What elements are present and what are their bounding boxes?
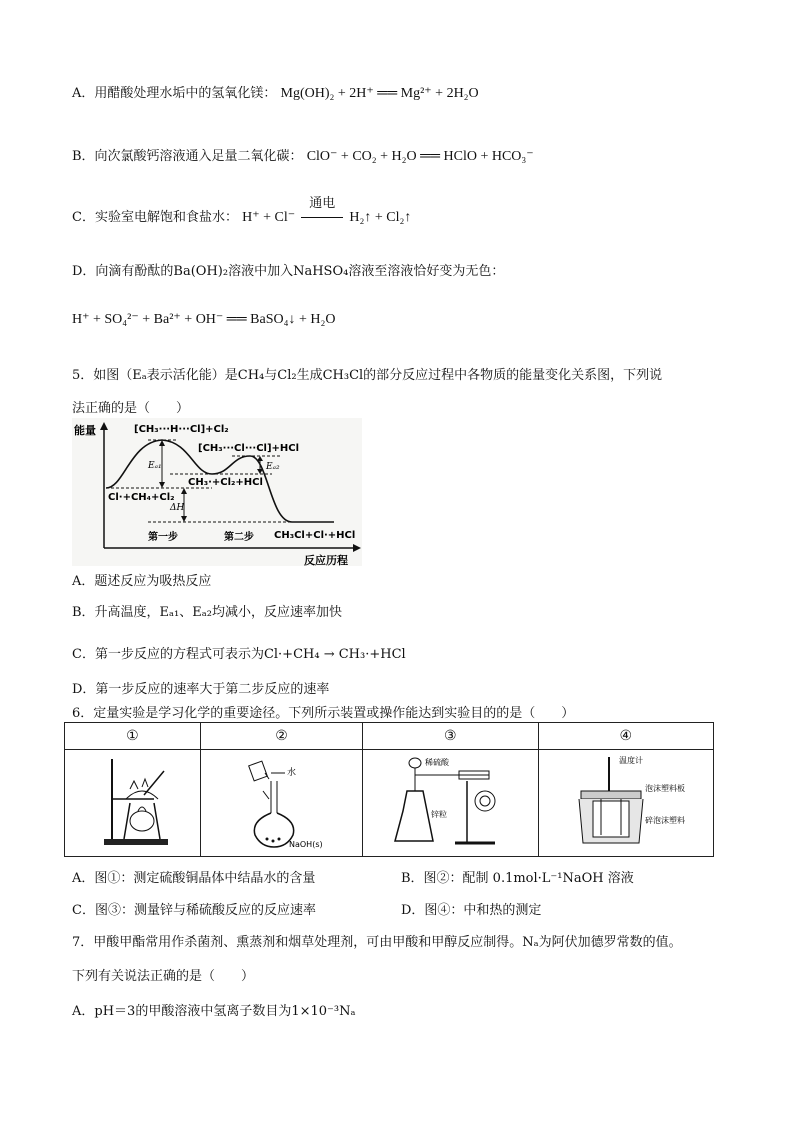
q6-stem: 6．定量实验是学习化学的重要途径。下列所示装置或操作能达到实验目的的是（ ） (72, 706, 575, 721)
intermediate-label: CH₃·+Cl₂+HCl (188, 477, 263, 488)
equation-right: H₂↑ + Cl₂↑ (349, 210, 412, 225)
acid-label: 稀硫酸 (425, 758, 450, 767)
ts2-label: [CH₃···Cl···Cl]+HCl (198, 443, 300, 454)
step2-label: 第二步 (224, 532, 254, 543)
y-axis-label: 能量 (74, 424, 96, 437)
q7-stem-line2: 下列有关说法正确的是（ ） (72, 969, 255, 984)
ea2-label: Eₐ₂ (266, 462, 280, 472)
x-axis-label: 反应历程 (304, 554, 348, 566)
ts1-label: [CH₃···H···Cl]+Cl₂ (134, 424, 229, 435)
q4-option-a (72, 82, 479, 102)
figure-3-cell (363, 750, 538, 857)
option-label: A．用醋酸处理水垢中的氢氧化镁： (72, 86, 277, 101)
header-2: ② (200, 723, 362, 750)
reactants-label: Cl·+CH₄+Cl₂ (108, 492, 175, 503)
q5-stem-line2: 法正确的是（ ） (72, 401, 190, 416)
step1-label: 第一步 (148, 532, 178, 543)
calorimeter-figure (561, 751, 691, 851)
naoh-label: NaOH(s) (289, 840, 324, 849)
figure-4-cell (538, 750, 713, 857)
foam-label: 碎泡沫塑料 (644, 816, 685, 825)
q4-option-b (72, 145, 534, 165)
figure-1-cell (65, 750, 201, 857)
water-label: 水 (287, 768, 297, 778)
option-label: B．向次氯酸钙溶液通入足量二氧化碳： (72, 149, 303, 164)
products-label: CH₃Cl+Cl·+HCl (274, 530, 356, 541)
option-label: C．实验室电解饱和食盐水： (72, 210, 238, 225)
q5-option-a: A．题述反应为吸热反应 (72, 574, 212, 589)
heating-apparatus-figure (82, 751, 182, 851)
delta-h-label: ΔH (170, 503, 185, 513)
q5-option-d: D．第一步反应的速率大于第二步反应的速率 (72, 682, 330, 697)
gas-syringe-figure (385, 751, 515, 851)
foam-board-label: 泡沫塑料板 (644, 784, 685, 793)
electrolysis-arrow (299, 196, 345, 225)
ea1-label: Eₐ₁ (148, 461, 162, 471)
header-4: ④ (538, 723, 713, 750)
header-1: ① (65, 723, 201, 750)
q6-option-c: C．图③：测量锌与稀硫酸反应的反应速率 (72, 903, 316, 918)
apparatus-table (64, 722, 714, 857)
q6-option-b: B．图②：配制 0.1mol·L⁻¹NaOH 溶液 (401, 871, 634, 886)
q5-option-c: C．第一步反应的方程式可表示为Cl·+CH₄ → CH₃·+HCl (72, 647, 406, 662)
zinc-label: 锌粒 (431, 810, 448, 819)
equation-left: H⁺ + Cl⁻ (242, 210, 296, 225)
equation: Mg(OH)₂ + 2H⁺ ══ Mg²⁺ + 2H₂O (280, 86, 479, 101)
q5-stem-line1: 5．如图（Eₐ表示活化能）是CH₄与Cl₂生成CH₃Cl的部分反应过程中各物质的能量变化关系图，下列说 (72, 368, 663, 383)
thermometer-label: 温度计 (618, 756, 643, 765)
q7-option-a: A．pH＝3的甲酸溶液中氢离子数目为1×10⁻³Nₐ (72, 1004, 356, 1019)
q4-option-d-equation: H⁺ + SO₄²⁻ + Ba²⁺ + OH⁻ ══ BaSO₄↓ + H₂O (72, 312, 336, 327)
volumetric-flask-figure (221, 751, 341, 851)
q4-option-c (72, 196, 412, 226)
q6-option-d: D．图④：中和热的测定 (401, 903, 542, 918)
q6-option-a: A．图①：测定硫酸铜晶体中结晶水的含量 (72, 871, 316, 886)
q5-option-b: B．升高温度，Eₐ₁、Eₐ₂均减小，反应速率加快 (72, 605, 342, 620)
q7-stem-line1: 7．甲酸甲酯常用作杀菌剂、熏蒸剂和烟草处理剂，可由甲酸和甲醇反应制得。Nₐ为阿伏加德罗常数的值。 (72, 935, 682, 950)
equation: ClO⁻ + CO₂ + H₂O ══ HClO + HCO₃⁻ (306, 149, 534, 164)
figure-2-cell (200, 750, 362, 857)
q4-option-d: D．向滴有酚酞的Ba(OH)₂溶液中加入NaHSO₄溶液至溶液恰好变为无色： (72, 264, 505, 279)
energy-diagram (72, 418, 362, 566)
header-3: ③ (363, 723, 538, 750)
reaction-condition: 通电 (309, 196, 336, 211)
